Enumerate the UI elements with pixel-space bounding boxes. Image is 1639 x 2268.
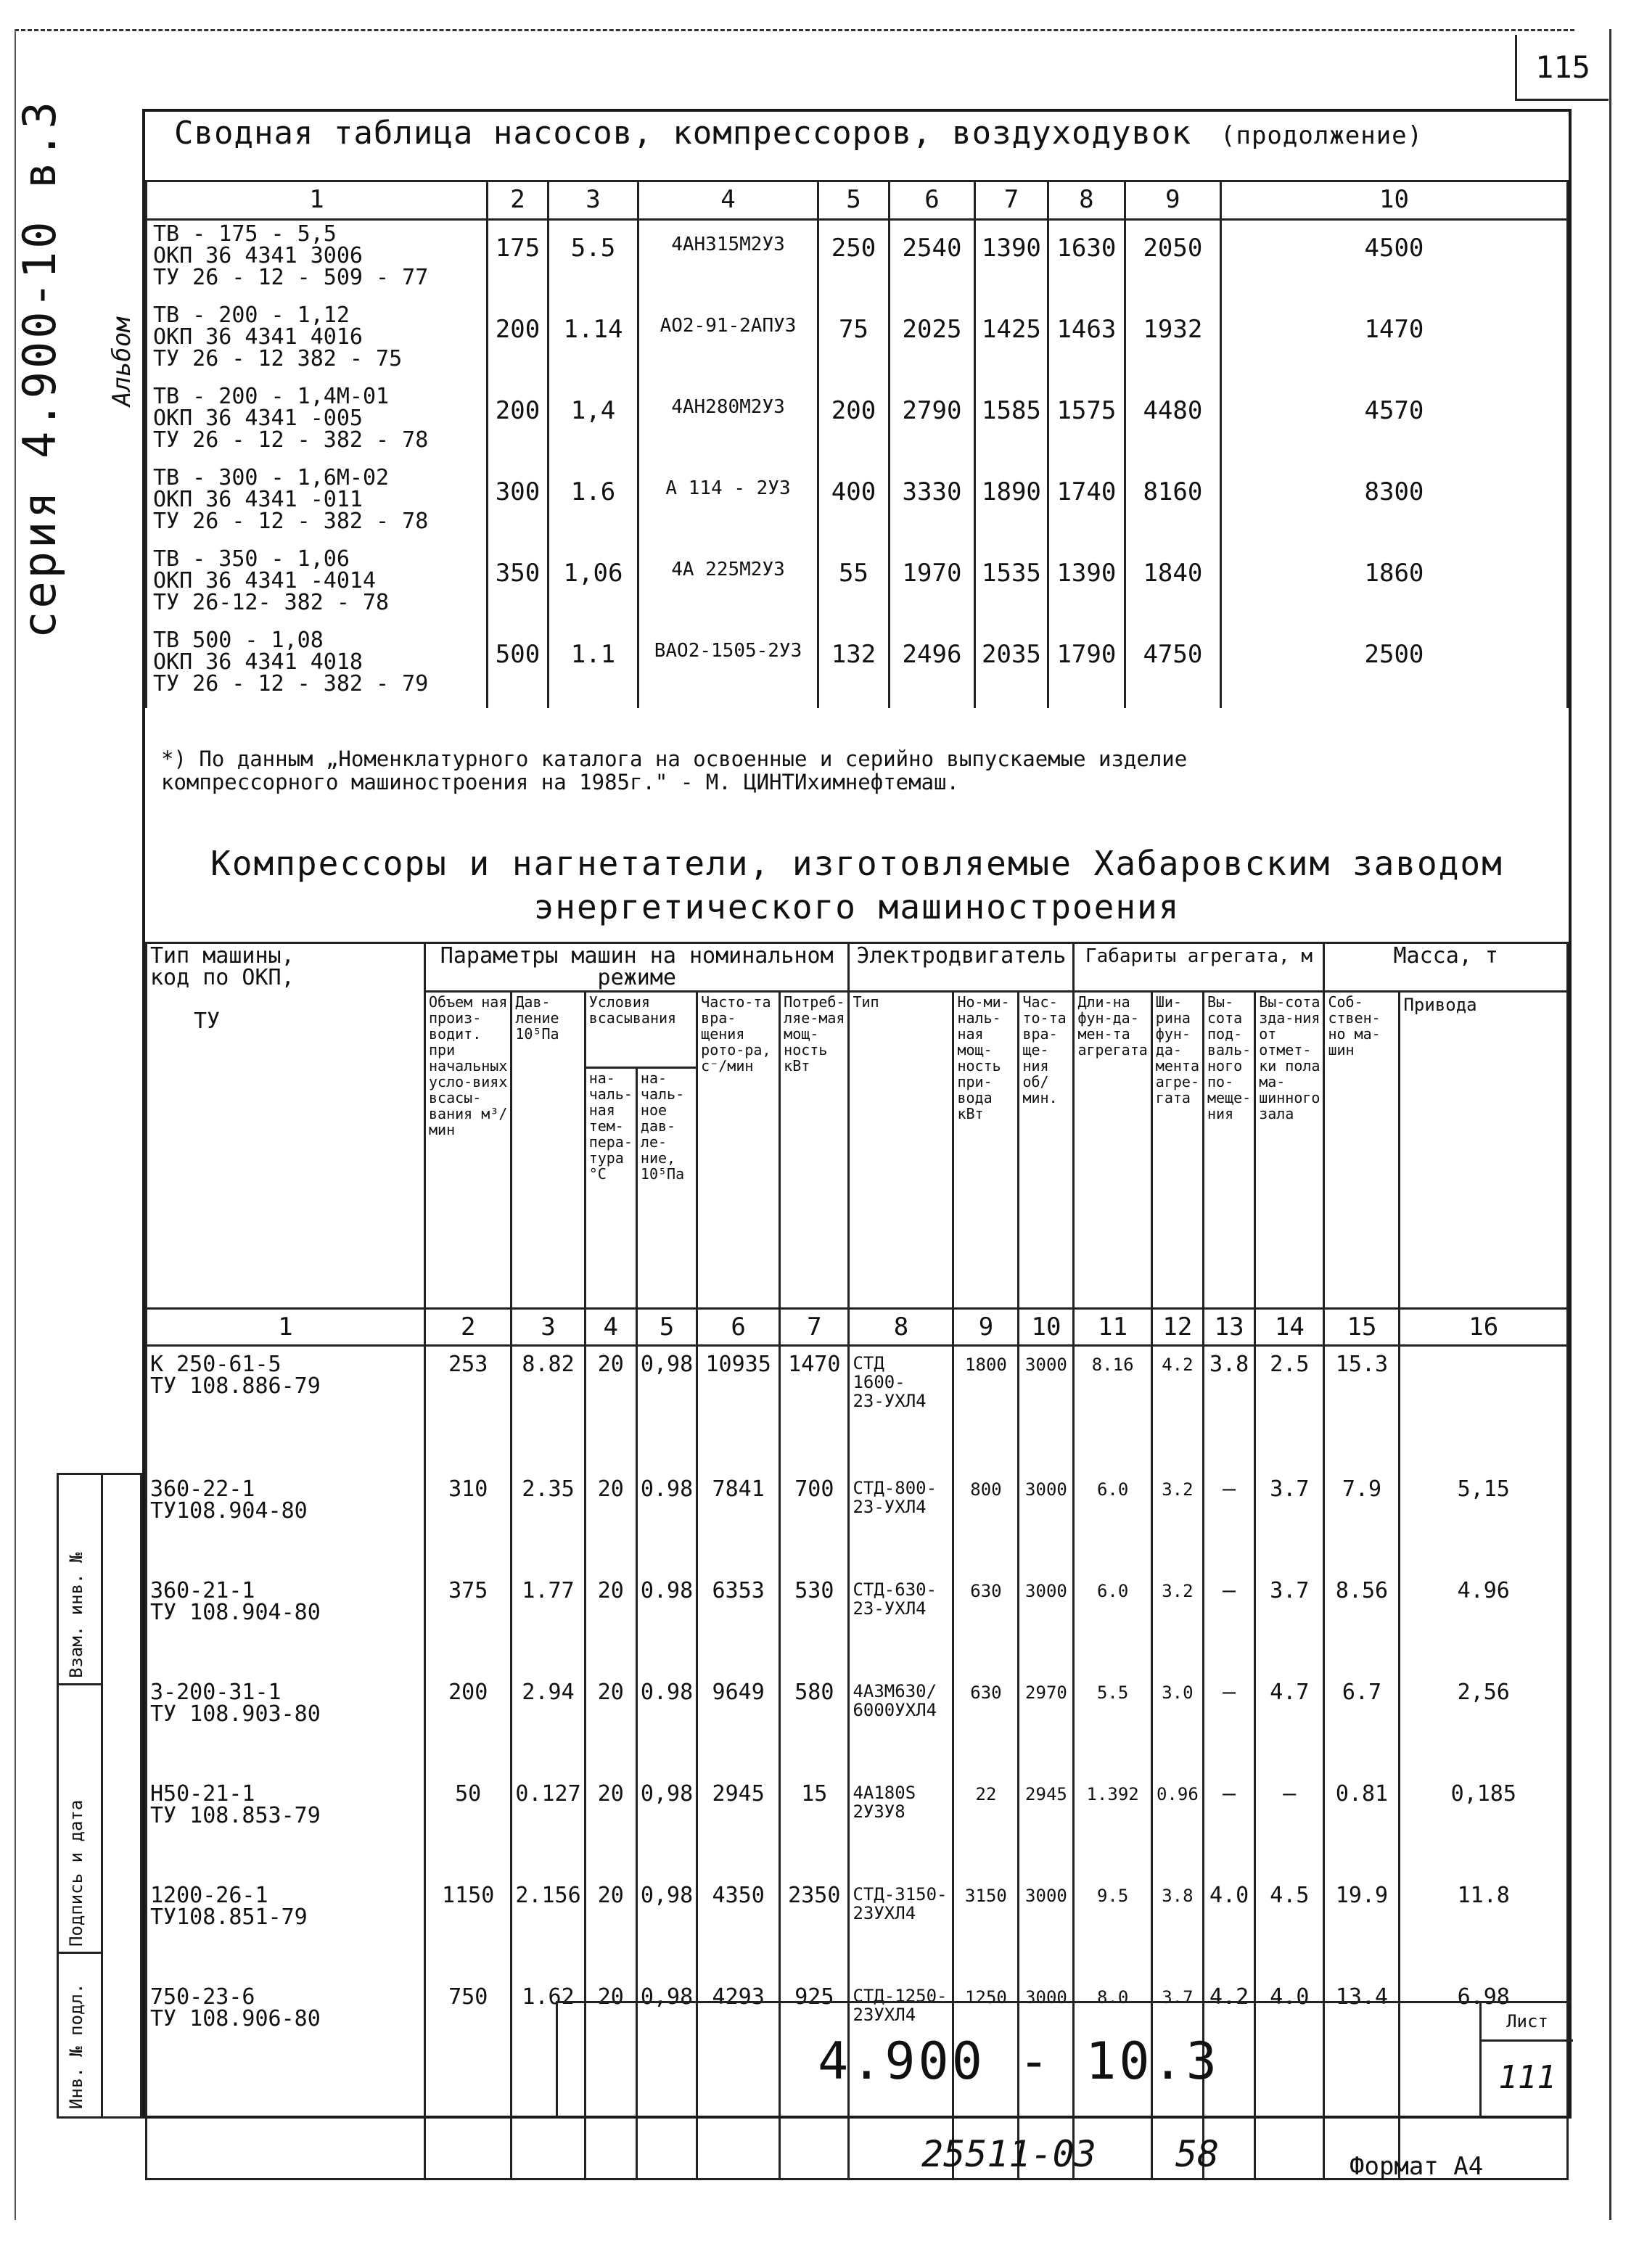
summary-cell-c5: 55 <box>818 546 890 627</box>
compressors-col-number: 7 <box>780 1309 849 1346</box>
compressor-cell-c4: 20 <box>585 1776 636 1878</box>
header-tu-text: ТУ <box>194 1008 221 1034</box>
compressor-cell-c10: 2970 <box>1019 1675 1074 1776</box>
compressor-cell-c11: 6.0 <box>1074 1573 1151 1675</box>
summary-cell-c6: 2790 <box>890 383 975 464</box>
compressor-cell-c14: 4.0 <box>1255 1979 1324 2081</box>
compressor-cell-c5: 0,98 <box>636 1878 697 1979</box>
summary-col-number: 5 <box>818 181 890 220</box>
compressor-cell-c15: 13.4 <box>1324 1979 1400 2081</box>
stamp-divider <box>101 1475 103 2116</box>
compressor-cell-c3: 1.62 <box>512 1979 585 2081</box>
header-motor-power: Но-ми-наль-ная мощ-ность при-вода кВт <box>953 992 1019 1309</box>
compressor-cell-c12: 3.8 <box>1151 1878 1203 1979</box>
summary-col-number: 9 <box>1125 181 1220 220</box>
compressors-col-number: 6 <box>697 1309 780 1346</box>
compressors-col-number: 14 <box>1255 1309 1324 1346</box>
summary-cell-c10: 1470 <box>1220 302 1567 383</box>
summary-cell-c9: 4750 <box>1125 627 1220 708</box>
compressor-cell-c4: 20 <box>585 1573 636 1675</box>
summary-row <box>147 546 1568 627</box>
compressor-cell-c5: 0.98 <box>636 1573 697 1675</box>
summary-cell-c3: 5.5 <box>549 220 638 303</box>
document-code: 4.900 - 10.3 <box>818 2031 1220 2091</box>
stamp-replacement-label: Взам. инв. № <box>66 1552 86 1678</box>
compressor-cell-c9: 22 <box>953 1776 1019 1878</box>
summary-machine-name: ТВ - 300 - 1,6М-02 ОКП 36 4341 -011 ТУ 26 - 12 - 382 - 78 <box>147 464 488 546</box>
header-machine-type-text: Тип машины, код по ОКП, <box>150 943 295 990</box>
compressor-name: 360-22-1 ТУ108.904-80 <box>147 1471 425 1573</box>
header-power: Потреб-ляе-мая мощ-ность кВт <box>780 992 849 1309</box>
compressor-cell-c7: 15 <box>780 1776 849 1878</box>
compressor-row <box>147 1878 1568 1979</box>
compressor-name: 1200-26-1 ТУ108.851-79 <box>147 1878 425 1979</box>
compressor-name: 3-200-31-1 ТУ 108.903-80 <box>147 1675 425 1776</box>
compressor-cell-c4: 20 <box>585 1675 636 1776</box>
compressor-cell-c7: 1470 <box>780 1346 849 1472</box>
summary-cell-c7: 1890 <box>975 464 1048 546</box>
compressor-cell-c13: 3.8 <box>1203 1346 1254 1472</box>
compressor-cell-c16: 11.8 <box>1400 1878 1568 1979</box>
compressor-cell-c5: 0.98 <box>636 1675 697 1776</box>
page-number: 115 <box>1515 35 1609 101</box>
summary-cell-c3: 1.6 <box>549 464 638 546</box>
compressor-cell-c10: 3000 <box>1019 1346 1074 1472</box>
compressor-cell-c15: 7.9 <box>1324 1471 1400 1573</box>
compressor-cell-c9: 3150 <box>953 1878 1019 1979</box>
header-mass-own: Соб-ствен-но ма-шин <box>1324 992 1400 1309</box>
compressor-cell-c8: СТД-3150- 23УХЛ4 <box>849 1878 953 1979</box>
format-label: Формат А4 <box>1350 2152 1484 2181</box>
compressor-cell-c12: 4.2 <box>1151 1346 1203 1472</box>
summary-cell-c8: 1575 <box>1048 383 1125 464</box>
compressor-name: К 250-61-5 ТУ 108.886-79 <box>147 1346 425 1472</box>
summary-cell-c4: А 114 - 2У3 <box>638 464 818 546</box>
summary-cell-c10: 2500 <box>1220 627 1567 708</box>
compressor-cell-c13: — <box>1203 1675 1254 1776</box>
compressor-cell-c14: — <box>1255 1776 1324 1878</box>
summary-cell-c7: 1425 <box>975 302 1048 383</box>
compressors-col-number: 3 <box>512 1309 585 1346</box>
summary-col-number: 3 <box>549 181 638 220</box>
handwritten-page: 58 <box>1175 2133 1220 2175</box>
compressor-row <box>147 1776 1568 1878</box>
compressor-cell-c3: 8.82 <box>512 1346 585 1472</box>
header-pressure: Дав-ление 10⁵Па <box>512 992 585 1309</box>
header-basement-height: Вы-сота под-валь-ного по-меще-ния <box>1203 992 1254 1309</box>
compressor-cell-c4: 20 <box>585 1346 636 1472</box>
compressor-cell-c2: 200 <box>425 1675 512 1776</box>
summary-machine-name: ТВ - 200 - 1,4М-01 ОКП 36 4341 -005 ТУ 26 - 12 - 382 - 78 <box>147 383 488 464</box>
compressors-col-number: 1 <box>147 1309 425 1346</box>
summary-machine-name: ТВ - 200 - 1,12 ОКП 36 4341 4016 ТУ 26 - 12 382 - 75 <box>147 302 488 383</box>
header-motor: Электродвигатель <box>849 943 1074 992</box>
summary-cell-c5: 200 <box>818 383 890 464</box>
compressor-cell-c14: 4.5 <box>1255 1878 1324 1979</box>
compressor-cell-c2: 253 <box>425 1346 512 1472</box>
compressor-cell-c6: 2945 <box>697 1776 780 1878</box>
compressor-cell-c5: 0,98 <box>636 1979 697 2081</box>
compressor-cell-c8: СТД-630- 23-УХЛ4 <box>849 1573 953 1675</box>
compressor-cell-c16: 5,15 <box>1400 1471 1568 1573</box>
album-label: Альбом <box>107 317 136 406</box>
summary-cell-c7: 1535 <box>975 546 1048 627</box>
handwritten-number: 25511-03 <box>921 2133 1096 2175</box>
summary-column-numbers <box>147 181 1568 220</box>
summary-body <box>147 220 1568 709</box>
compressor-cell-c2: 750 <box>425 1979 512 2081</box>
summary-cell-c10: 4570 <box>1220 383 1567 464</box>
summary-cell-c9: 1932 <box>1125 302 1220 383</box>
compressors-col-number: 10 <box>1019 1309 1074 1346</box>
header-motor-rpm: Час-то-та вра-ще-ния об/ мин. <box>1019 992 1074 1309</box>
summary-subtitle: (продолжение) <box>1220 121 1424 150</box>
compressor-cell-c2: 375 <box>425 1573 512 1675</box>
compressor-cell-c5: 0,98 <box>636 1776 697 1878</box>
compressor-cell-c16: 4.96 <box>1400 1573 1568 1675</box>
summary-cell-c4: 4АН315М2У3 <box>638 220 818 303</box>
compressor-cell-c15: 15.3 <box>1324 1346 1400 1472</box>
summary-cell-c2: 200 <box>488 302 549 383</box>
stamp-signature-cell <box>59 1685 101 1954</box>
summary-cell-c9: 2050 <box>1125 220 1220 303</box>
summary-machine-name: ТВ 500 - 1,08 ОКП 36 4341 4018 ТУ 26 - 12 - 382 - 79 <box>147 627 488 708</box>
top-cut-line <box>15 29 1574 31</box>
summary-cell-c7: 1390 <box>975 220 1048 303</box>
summary-col-number: 8 <box>1048 181 1125 220</box>
summary-cell-c8: 1740 <box>1048 464 1125 546</box>
compressor-cell-c8: 4А180S 2У3У8 <box>849 1776 953 1878</box>
compressor-cell-c13: — <box>1203 1471 1254 1573</box>
summary-col-number: 1 <box>147 181 488 220</box>
summary-row <box>147 627 1568 708</box>
header-width: Ши-рина фун-да-мента агре-гата <box>1151 992 1203 1309</box>
compressor-cell-c9: 630 <box>953 1675 1019 1776</box>
summary-cell-c8: 1630 <box>1048 220 1125 303</box>
compressors-col-number: 9 <box>953 1309 1019 1346</box>
title-block <box>556 2001 1572 2119</box>
compressor-cell-c4: 20 <box>585 1471 636 1573</box>
summary-cell-c5: 250 <box>818 220 890 303</box>
compressor-cell-c16: 0,185 <box>1400 1776 1568 1878</box>
compressor-cell-c7: 2350 <box>780 1878 849 1979</box>
compressor-cell-c2: 310 <box>425 1471 512 1573</box>
header-dimensions: Габариты агрегата, м <box>1074 943 1324 992</box>
compressors-col-number: 15 <box>1324 1309 1400 1346</box>
header-suction-pressure: на-чаль-ное дав-ле-ние, 10⁵Па <box>636 1068 697 1309</box>
compressors-col-number: 12 <box>1151 1309 1203 1346</box>
summary-cell-c5: 400 <box>818 464 890 546</box>
compressor-cell-c8: 4АЗМ630/ 6000УХЛ4 <box>849 1675 953 1776</box>
compressor-cell-c5: 0,98 <box>636 1346 697 1472</box>
compressor-cell-c7: 530 <box>780 1573 849 1675</box>
compressor-cell-c9: 630 <box>953 1573 1019 1675</box>
empty-cell <box>147 2081 425 2179</box>
compressor-cell-c16 <box>1400 1346 1568 1472</box>
compressors-col-number: 2 <box>425 1309 512 1346</box>
compressor-cell-c12: 3.7 <box>1151 1979 1203 2081</box>
summary-col-number: 2 <box>488 181 549 220</box>
summary-cell-c6: 3330 <box>890 464 975 546</box>
empty-cell <box>425 2081 512 2179</box>
compressor-cell-c3: 1.77 <box>512 1573 585 1675</box>
compressor-name: 750-23-6 ТУ 108.906-80 <box>147 1979 425 2081</box>
summary-cell-c10: 4500 <box>1220 220 1567 303</box>
compressor-row <box>147 1471 1568 1573</box>
summary-row <box>147 383 1568 464</box>
compressor-cell-c8: СТД-1250- 23УХЛ4 <box>849 1979 953 2081</box>
side-stamp <box>57 1473 142 2119</box>
right-edge-line <box>1609 29 1611 2220</box>
summary-cell-c6: 2540 <box>890 220 975 303</box>
summary-machine-name: ТВ - 350 - 1,06 ОКП 36 4341 -4014 ТУ 26-12- 382 - 78 <box>147 546 488 627</box>
summary-cell-c2: 300 <box>488 464 549 546</box>
summary-cell-c9: 4480 <box>1125 383 1220 464</box>
compressor-row <box>147 1573 1568 1675</box>
summary-cell-c2: 350 <box>488 546 549 627</box>
summary-cell-c5: 132 <box>818 627 890 708</box>
compressor-cell-c10: 3000 <box>1019 1878 1074 1979</box>
compressor-cell-c13: 4.2 <box>1203 1979 1254 2081</box>
compressor-cell-c4: 20 <box>585 1878 636 1979</box>
compressor-cell-c2: 50 <box>425 1776 512 1878</box>
summary-cell-c2: 500 <box>488 627 549 708</box>
compressor-cell-c6: 10935 <box>697 1346 780 1472</box>
summary-cell-c9: 1840 <box>1125 546 1220 627</box>
summary-cell-c4: ВАО2-1505-2У3 <box>638 627 818 708</box>
summary-cell-c8: 1463 <box>1048 302 1125 383</box>
compressors-col-number: 8 <box>849 1309 953 1346</box>
compressor-cell-c6: 6353 <box>697 1573 780 1675</box>
header-hall-height: Вы-сота зда-ния от отмет-ки пола ма-шинного зала <box>1255 992 1324 1309</box>
compressors-heading: Компрессоры и нагнетатели, изготовляемые Хабаровским заводом энергетического машиностроения <box>210 844 1503 926</box>
compressor-cell-c11: 8.0 <box>1074 1979 1151 2081</box>
compressor-cell-c13: — <box>1203 1776 1254 1878</box>
stamp-replacement-cell <box>59 1475 101 1685</box>
compressor-cell-c15: 6.7 <box>1324 1675 1400 1776</box>
summary-cell-c8: 1790 <box>1048 627 1125 708</box>
compressor-cell-c10: 3000 <box>1019 1573 1074 1675</box>
header-suction: Условия всасывания <box>585 992 697 1068</box>
header-rpm: Часто-та вра-щения рото-ра, с⁻/мин <box>697 992 780 1309</box>
compressor-cell-c12: 3.2 <box>1151 1573 1203 1675</box>
compressor-cell-c3: 0.127 <box>512 1776 585 1878</box>
compressor-cell-c14: 3.7 <box>1255 1573 1324 1675</box>
summary-cell-c3: 1.14 <box>549 302 638 383</box>
summary-title-text: Сводная таблица насосов, компрессоров, воздуходувок <box>174 115 1192 152</box>
compressor-cell-c12: 3.0 <box>1151 1675 1203 1776</box>
compressor-name: Н50-21-1 ТУ 108.853-79 <box>147 1776 425 1878</box>
compressors-col-number: 16 <box>1400 1309 1568 1346</box>
summary-row <box>147 464 1568 546</box>
summary-title <box>174 115 1423 152</box>
summary-cell-c3: 1,4 <box>549 383 638 464</box>
header-mass-drive: Привода <box>1400 992 1568 1309</box>
compressor-cell-c11: 9.5 <box>1074 1878 1151 1979</box>
summary-cell-c7: 2035 <box>975 627 1048 708</box>
compressor-cell-c5: 0.98 <box>636 1471 697 1573</box>
compressor-cell-c9: 1250 <box>953 1979 1019 2081</box>
summary-cell-c9: 8160 <box>1125 464 1220 546</box>
summary-cell-c4: 4АН280М2У3 <box>638 383 818 464</box>
summary-cell-c10: 8300 <box>1220 464 1567 546</box>
compressor-cell-c14: 4.7 <box>1255 1675 1324 1776</box>
header-machine-type <box>147 943 425 1309</box>
compressor-cell-c2: 1150 <box>425 1878 512 1979</box>
compressor-cell-c13: 4.0 <box>1203 1878 1254 1979</box>
summary-col-number: 6 <box>890 181 975 220</box>
summary-cell-c4: АО2-91-2АПУ3 <box>638 302 818 383</box>
compressor-cell-c14: 2.5 <box>1255 1346 1324 1472</box>
compressors-table <box>145 942 1569 2180</box>
summary-cell-c3: 1,06 <box>549 546 638 627</box>
compressor-cell-c10: 3000 <box>1019 1471 1074 1573</box>
compressor-cell-c3: 2.94 <box>512 1675 585 1776</box>
header-mass: Масса, т <box>1324 943 1568 992</box>
summary-row <box>147 302 1568 383</box>
compressors-col-number: 4 <box>585 1309 636 1346</box>
summary-machine-name: ТВ - 175 - 5,5 ОКП 36 4341 3006 ТУ 26 - 12 - 509 - 77 <box>147 220 488 303</box>
footnote: *) По данным „Номенклатурного каталога на освоенные и серийно выпускаемые изделие компрессорного машиностроения на 1985г." - М. ЦИНТИхимнефтемаш. <box>161 747 1188 794</box>
compressor-cell-c9: 1800 <box>953 1346 1019 1472</box>
compressors-column-numbers <box>147 1309 1568 1346</box>
compressor-cell-c15: 19.9 <box>1324 1878 1400 1979</box>
compressor-cell-c7: 700 <box>780 1471 849 1573</box>
header-parameters: Параметры машин на номинальном режиме <box>425 943 849 992</box>
summary-cell-c8: 1390 <box>1048 546 1125 627</box>
compressor-cell-c15: 0.81 <box>1324 1776 1400 1878</box>
summary-col-number: 4 <box>638 181 818 220</box>
compressor-cell-c16: 2,56 <box>1400 1675 1568 1776</box>
compressor-cell-c6: 4293 <box>697 1979 780 2081</box>
compressor-cell-c3: 2.156 <box>512 1878 585 1979</box>
compressors-col-number: 5 <box>636 1309 697 1346</box>
header-suction-temp: на-чаль-ная тем-пера-тура °С <box>585 1068 636 1309</box>
compressor-cell-c6: 4350 <box>697 1878 780 1979</box>
compressor-cell-c7: 925 <box>780 1979 849 2081</box>
compressor-cell-c13: — <box>1203 1573 1254 1675</box>
compressors-col-number: 13 <box>1203 1309 1254 1346</box>
summary-cell-c7: 1585 <box>975 383 1048 464</box>
compressor-cell-c3: 2.35 <box>512 1471 585 1573</box>
compressor-cell-c15: 8.56 <box>1324 1573 1400 1675</box>
summary-row <box>147 220 1568 303</box>
summary-cell-c2: 175 <box>488 220 549 303</box>
compressor-cell-c11: 6.0 <box>1074 1471 1151 1573</box>
summary-cell-c2: 200 <box>488 383 549 464</box>
summary-cell-c10: 1860 <box>1220 546 1567 627</box>
compressor-cell-c8: СТД-800- 23-УХЛ4 <box>849 1471 953 1573</box>
summary-cell-c6: 2025 <box>890 302 975 383</box>
compressor-cell-c4: 20 <box>585 1979 636 2081</box>
summary-col-number: 7 <box>975 181 1048 220</box>
header-length: Дли-на фун-да-мен-та агрегата <box>1074 992 1151 1309</box>
series-label: серия 4.900-10 в.3 <box>13 99 66 638</box>
compressor-cell-c12: 0.96 <box>1151 1776 1203 1878</box>
stamp-inventory-label: Инв. № подл. <box>66 1983 86 2109</box>
header-motor-type: Тип <box>849 992 953 1309</box>
header-volume: Объем ная произ-водит. при начальных усло-виях всасы-вания м³/мин <box>425 992 512 1309</box>
compressor-row <box>147 1346 1568 1472</box>
compressor-cell-c6: 7841 <box>697 1471 780 1573</box>
sheet-box <box>1479 2003 1573 2119</box>
compressor-cell-c6: 9649 <box>697 1675 780 1776</box>
summary-cell-c3: 1.1 <box>549 627 638 708</box>
compressor-name: 360-21-1 ТУ 108.904-80 <box>147 1573 425 1675</box>
summary-cell-c4: 4А 225М2У3 <box>638 546 818 627</box>
sheet-number: 111 <box>1498 2059 1556 2096</box>
compressor-cell-c11: 1.392 <box>1074 1776 1151 1878</box>
compressors-header-row-1 <box>147 943 1568 992</box>
compressor-cell-c10: 2945 <box>1019 1776 1074 1878</box>
stamp-inventory-cell <box>59 1954 101 2116</box>
summary-table <box>145 180 1569 708</box>
stamp-signature-label: Подпись и дата <box>66 1799 86 1947</box>
summary-cell-c6: 1970 <box>890 546 975 627</box>
compressor-cell-c8: СТД 1600- 23-УХЛ4 <box>849 1346 953 1472</box>
compressor-cell-c9: 800 <box>953 1471 1019 1573</box>
compressor-cell-c7: 580 <box>780 1675 849 1776</box>
compressors-col-number: 11 <box>1074 1309 1151 1346</box>
compressor-cell-c11: 8.16 <box>1074 1346 1151 1472</box>
summary-cell-c6: 2496 <box>890 627 975 708</box>
compressor-cell-c10: 3000 <box>1019 1979 1074 2081</box>
compressor-cell-c12: 3.2 <box>1151 1471 1203 1573</box>
compressor-cell-c14: 3.7 <box>1255 1471 1324 1573</box>
summary-col-number: 10 <box>1220 181 1567 220</box>
compressor-cell-c11: 5.5 <box>1074 1675 1151 1776</box>
sheet-label: Лист <box>1482 2003 1573 2042</box>
compressor-cell-c16: 6.98 <box>1400 1979 1568 2081</box>
compressor-row <box>147 1675 1568 1776</box>
summary-cell-c5: 75 <box>818 302 890 383</box>
